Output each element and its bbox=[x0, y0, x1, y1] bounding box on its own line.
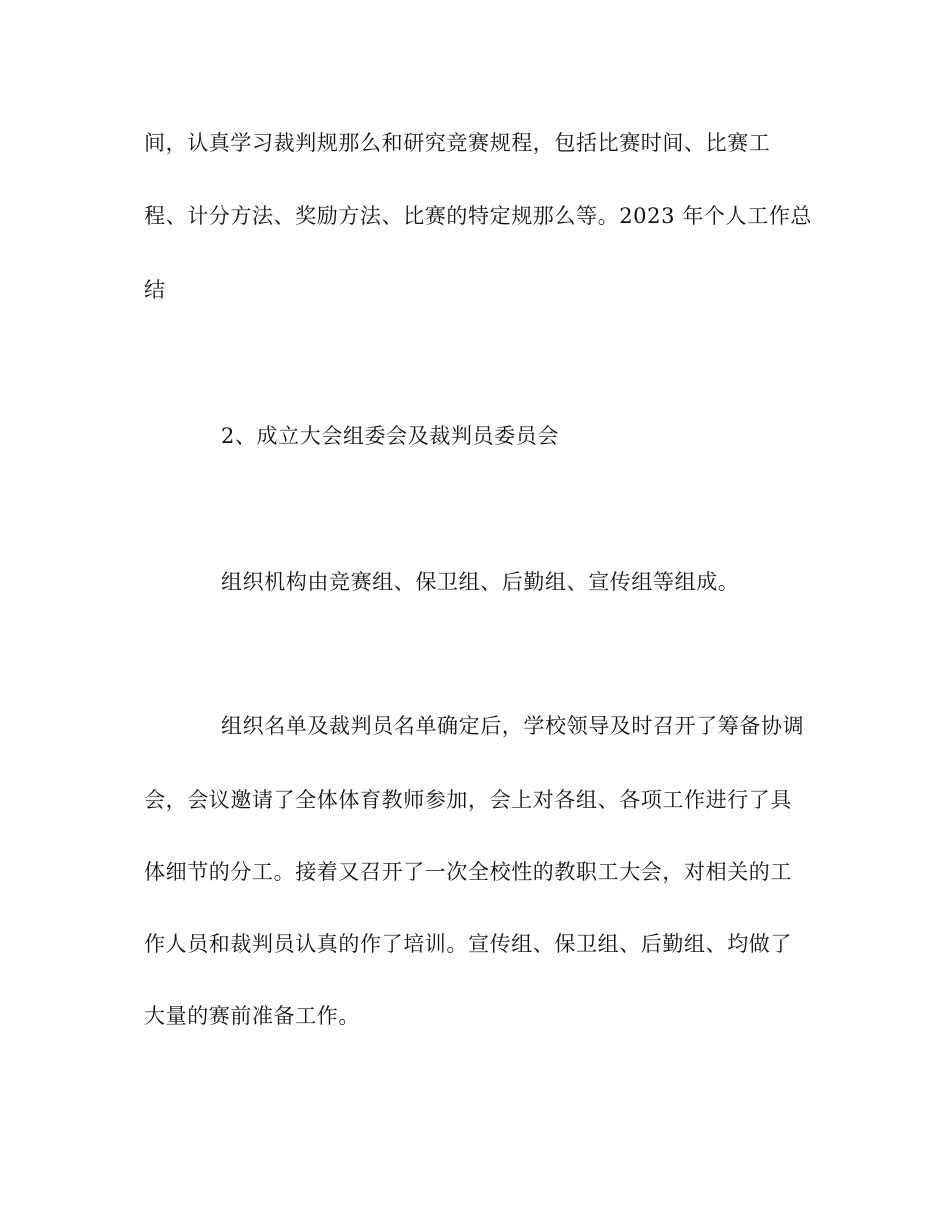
paragraph-2: 组织机构由竞赛组、保卫组、后勤组、宣传组等组成。 bbox=[221, 570, 740, 594]
paragraph-1-line-1: 间，认真学习裁判规那么和研究竞赛规程，包括比赛时间、比赛工 bbox=[144, 131, 771, 155]
paragraph-3-line-3: 体细节的分工。接着又召开了一次全校性的教职工大会，对相关的工 bbox=[144, 860, 792, 884]
paragraph-1-line-2: 程、计分方法、奖励方法、比赛的特定规那么等。2023 年个人工作总 bbox=[144, 204, 812, 228]
paragraph-3-line-4: 作人员和裁判员认真的作了培训。宣传组、保卫组、后勤组、均做了 bbox=[144, 932, 792, 956]
paragraph-3-line-5: 大量的赛前准备工作。 bbox=[144, 1004, 360, 1028]
section-heading-2: 2、成立大会组委会及裁判员委员会 bbox=[221, 424, 559, 448]
paragraph-1-line-3: 结 bbox=[144, 278, 166, 302]
paragraph-3-line-2: 会，会议邀请了全体体育教师参加，会上对各组、各项工作进行了具 bbox=[144, 788, 792, 812]
paragraph-3-line-1: 组织名单及裁判员名单确定后，学校领导及时召开了筹备协调 bbox=[221, 714, 805, 738]
